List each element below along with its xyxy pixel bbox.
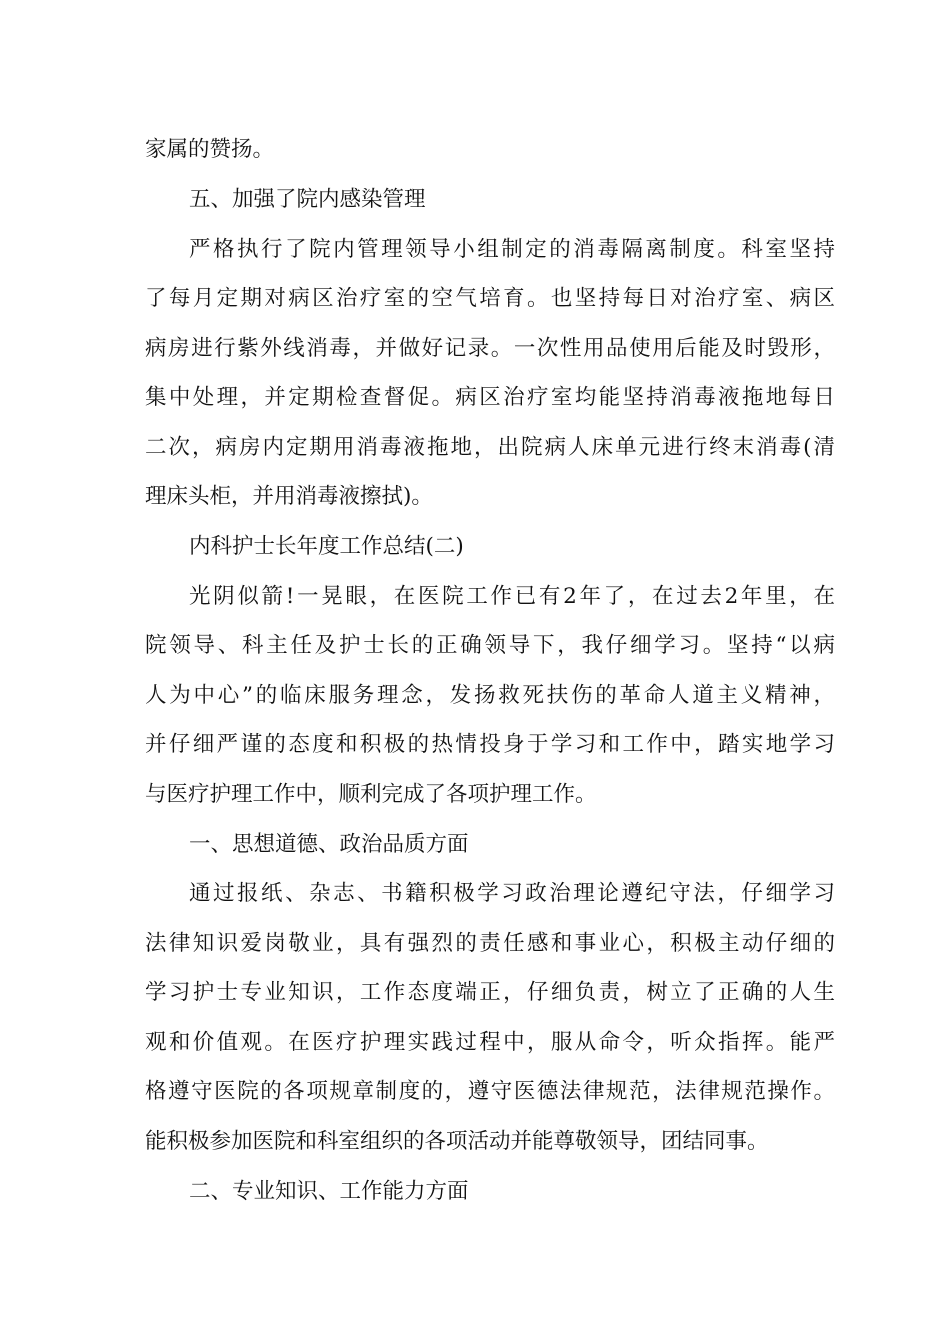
paragraph-line: 观和价值观。在医疗护理实践过程中，服从命令，听众指挥。能严 — [145, 1030, 835, 1055]
paragraph-line: 了每月定期对病区治疗室的空气培育。也坚持每日对治疗室、病区 — [145, 286, 835, 311]
section-heading: 二、专业知识、工作能力方面 — [189, 1179, 469, 1204]
paragraph-line: 格遵守医院的各项规章制度的，遵守医德法律规范，法律规范操作。 — [145, 1079, 835, 1104]
paragraph-line: 二次，病房内定期用消毒液拖地，出院病人床单元进行终末消毒(清 — [145, 435, 835, 460]
document-subtitle: 内科护士长年度工作总结(二) — [189, 534, 464, 559]
paragraph-line: 与医疗护理工作中，顺利完成了各项护理工作。 — [145, 782, 597, 807]
paragraph-line: 并仔细严谨的态度和积极的热情投身于学习和工作中，踏实地学习 — [145, 732, 835, 757]
paragraph-line: 通过报纸、杂志、书籍积极学习政治理论遵纪守法，仔细学习 — [189, 881, 835, 906]
paragraph-line: 集中处理，并定期检查督促。病区治疗室均能坚持消毒液拖地每日 — [145, 385, 835, 410]
paragraph-line: 人为中心”的临床服务理念，发扬救死扶伤的革命人道主义精神， — [145, 683, 835, 708]
paragraph-line: 院领导、科主任及护士长的正确领导下，我仔细学习。坚持“以病 — [145, 633, 835, 658]
paragraph-line: 严格执行了院内管理领导小组制定的消毒隔离制度。科室坚持 — [189, 237, 835, 262]
paragraph-line: 能积极参加医院和科室组织的各项活动并能尊敬领导，团结同事。 — [145, 1129, 769, 1154]
paragraph-line: 家属的赞扬。 — [145, 137, 275, 162]
paragraph-line: 光阴似箭!一晃眼，在医院工作已有2年了，在过去2年里，在 — [189, 584, 835, 609]
paragraph-line: 病房进行紫外线消毒，并做好记录。一次性用品使用后能及时毁形， — [145, 336, 835, 361]
paragraph-line: 学习护士专业知识，工作态度端正，仔细负责，树立了正确的人生 — [145, 980, 835, 1005]
paragraph-line: 法律知识爱岗敬业，具有强烈的责任感和事业心，积极主动仔细的 — [145, 931, 835, 956]
section-heading: 五、加强了院内感染管理 — [189, 187, 426, 212]
paragraph-line: 理床头柜，并用消毒液擦拭)。 — [145, 484, 433, 509]
section-heading: 一、思想道德、政治品质方面 — [189, 832, 469, 857]
